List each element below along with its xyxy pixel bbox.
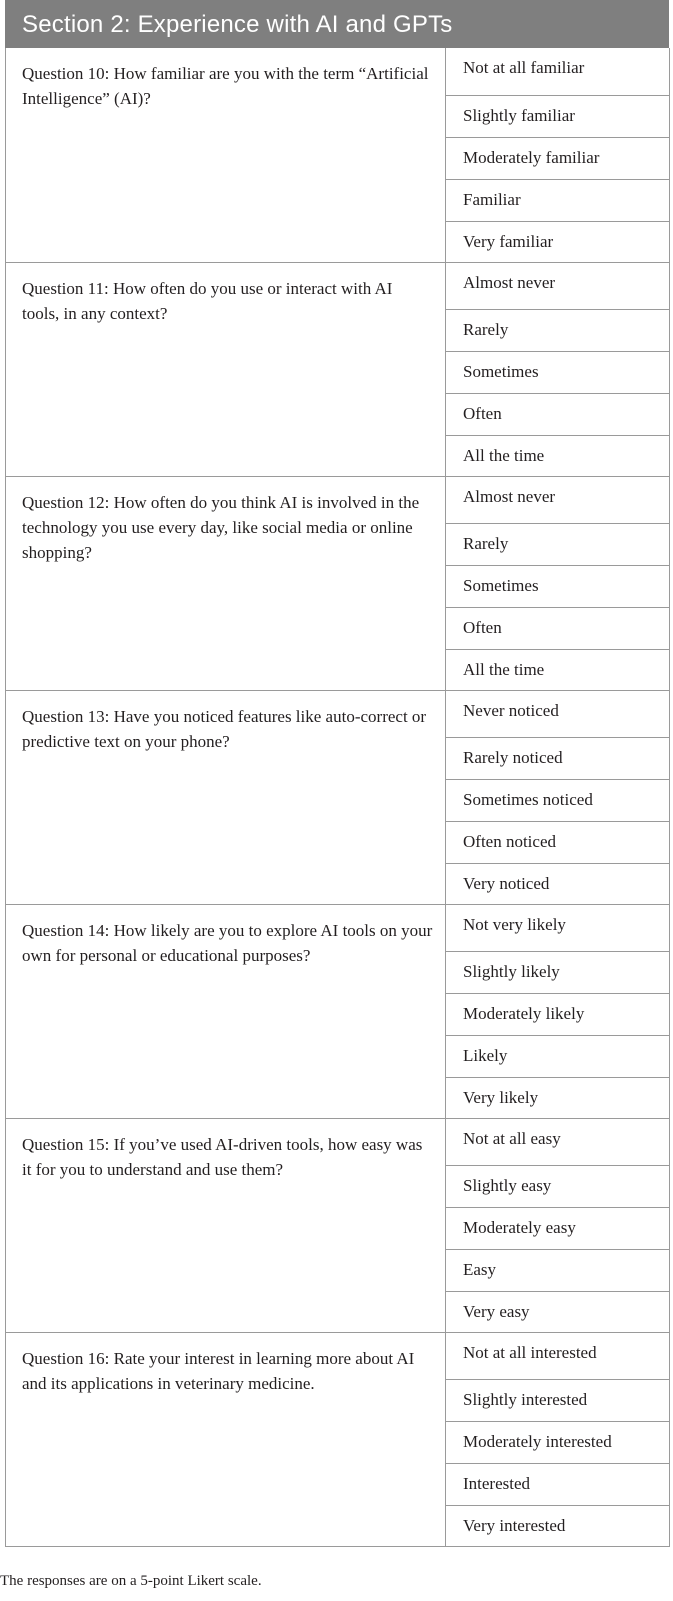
response-option: Moderately likely [446, 993, 670, 1035]
section-title: Section 2: Experience with AI and GPTs [5, 0, 669, 48]
response-option: Almost never [446, 262, 670, 309]
response-option: Interested [446, 1463, 670, 1505]
option-row [6, 904, 670, 951]
question-text: Question 15: If you’ve used AI-driven tools, how easy was it for you to understand and use them? [6, 1118, 446, 1332]
option-row [6, 48, 670, 95]
option-row [6, 690, 670, 737]
response-option: Easy [446, 1249, 670, 1291]
option-row [6, 476, 670, 523]
option-row [6, 1118, 670, 1165]
question-text: Question 14: How likely are you to explore AI tools on your own for personal or educational purposes? [6, 904, 446, 1118]
response-option: Not at all familiar [446, 48, 670, 95]
response-option: Often [446, 607, 670, 649]
survey-table [5, 48, 670, 1547]
response-option: Very easy [446, 1291, 670, 1332]
response-option: Not at all easy [446, 1118, 670, 1165]
response-option: Slightly likely [446, 951, 670, 993]
response-option: Very interested [446, 1505, 670, 1546]
response-option: Rarely [446, 309, 670, 351]
response-option: All the time [446, 435, 670, 476]
response-option: All the time [446, 649, 670, 690]
response-option: Rarely noticed [446, 737, 670, 779]
response-option: Not very likely [446, 904, 670, 951]
response-option: Moderately easy [446, 1207, 670, 1249]
response-option: Slightly familiar [446, 95, 670, 137]
response-option: Never noticed [446, 690, 670, 737]
response-option: Familiar [446, 179, 670, 221]
response-option: Sometimes [446, 565, 670, 607]
response-option: Very likely [446, 1077, 670, 1118]
response-option: Almost never [446, 476, 670, 523]
question-text: Question 13: Have you noticed features like auto-correct or predictive text on your phone? [6, 690, 446, 904]
question-text: Question 10: How familiar are you with the term “Artificial Intelligence” (AI)? [6, 48, 446, 262]
response-option: Moderately interested [446, 1421, 670, 1463]
response-option: Slightly interested [446, 1379, 670, 1421]
response-option: Very noticed [446, 863, 670, 904]
option-row [6, 262, 670, 309]
table-footnote: The responses are on a 5-point Likert scale. [0, 1573, 262, 1589]
survey-table-container [5, 0, 669, 1547]
response-option: Rarely [446, 523, 670, 565]
option-row [6, 1332, 670, 1379]
question-text: Question 12: How often do you think AI is involved in the technology you use every day, like social media or online shopping? [6, 476, 446, 690]
response-option: Sometimes [446, 351, 670, 393]
response-option: Moderately familiar [446, 137, 670, 179]
question-text: Question 16: Rate your interest in learning more about AI and its applications in veterinary medicine. [6, 1332, 446, 1546]
response-option: Slightly easy [446, 1165, 670, 1207]
response-option: Sometimes noticed [446, 779, 670, 821]
response-option: Very familiar [446, 221, 670, 262]
response-option: Often [446, 393, 670, 435]
response-option: Often noticed [446, 821, 670, 863]
response-option: Not at all interested [446, 1332, 670, 1379]
response-option: Likely [446, 1035, 670, 1077]
question-text: Question 11: How often do you use or interact with AI tools, in any context? [6, 262, 446, 476]
